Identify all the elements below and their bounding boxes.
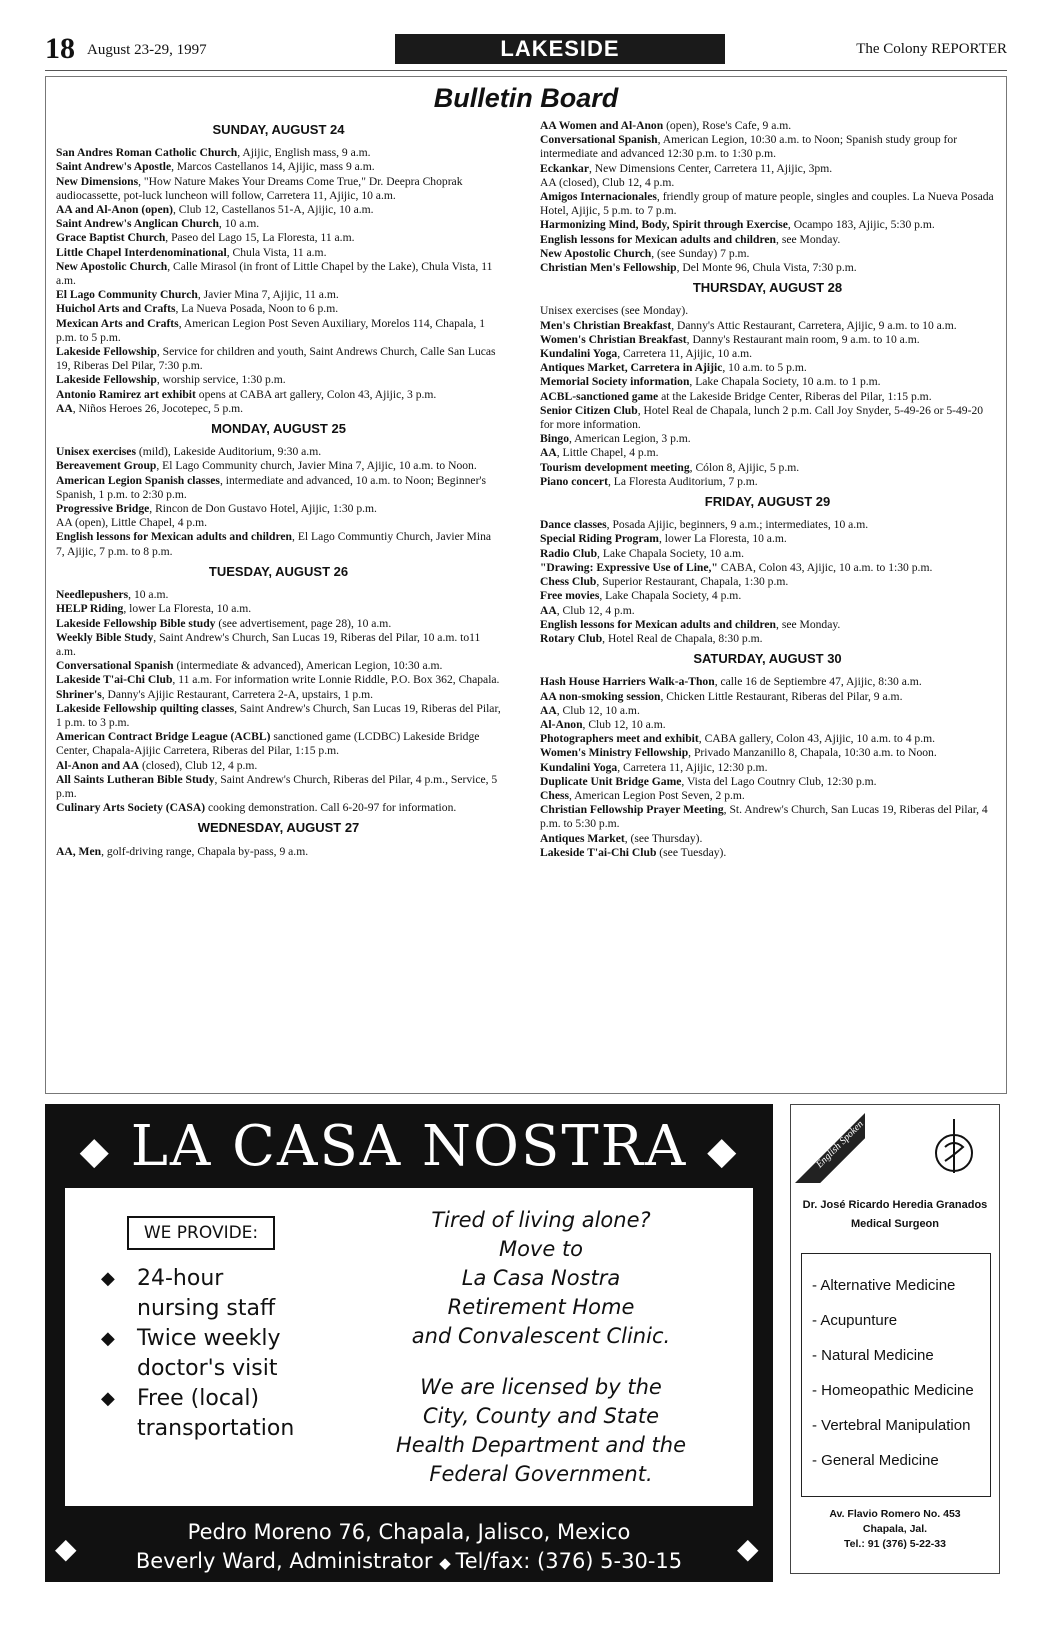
- bulletin-entry: [540, 319, 995, 333]
- bulletin-entry: [56, 673, 501, 687]
- bulletin-entry: [540, 561, 995, 575]
- diamond-icon: ◆: [101, 1328, 115, 1349]
- bulletin-entry: [56, 445, 501, 459]
- entry-name: Al-Anon and AA: [56, 758, 140, 772]
- entry-name: Conversational Spanish: [56, 659, 174, 673]
- bulletin-entry: [540, 333, 995, 347]
- bulletin-entry: [540, 675, 995, 689]
- bulletin-entry: [56, 702, 501, 730]
- casa-bullets: [101, 1264, 301, 1444]
- pitch-line: Retirement Home: [447, 1295, 635, 1319]
- entry-name: Bereavement Group: [56, 459, 157, 473]
- entry-name: Lakeside Fellowship: [56, 345, 157, 359]
- bulletin-entry: [56, 530, 501, 558]
- entry-details: (see Tuesday).: [656, 845, 727, 859]
- entry-details: , lower La Floresta, 10 a.m.: [123, 602, 252, 616]
- entry-name: English lessons for Mexican adults and children: [540, 232, 777, 246]
- bulletin-entry: [540, 218, 995, 232]
- entry-name: Christian Fellowship Prayer Meeting: [540, 803, 724, 817]
- entry-details: , Lake Chapala Society, 10 a.m.: [597, 546, 745, 560]
- address-line: Av. Flavio Romero No. 453: [829, 1508, 961, 1520]
- paper-name: The Colony REPORTER: [856, 41, 1007, 57]
- bulletin-entry: [56, 688, 501, 702]
- bulletin-entry: [56, 474, 501, 502]
- masthead: [45, 30, 1007, 70]
- pitch-line: and Convalescent Clinic.: [411, 1324, 671, 1348]
- entry-details: , Privado Manzanillo 8, Chapala, 10:30 a.m. to Noon.: [688, 746, 937, 760]
- entry-name: New Apostolic Church: [540, 246, 652, 260]
- entry-name: Weekly Bible Study: [56, 630, 154, 644]
- entry-details: , see Monday.: [776, 232, 841, 246]
- casa-inner-panel: [65, 1188, 753, 1506]
- caduceus-icon: [929, 1117, 979, 1177]
- bulletin-entry: [540, 133, 995, 161]
- entry-name: Antiques Market: [540, 831, 625, 845]
- day-heading: SUNDAY, AUGUST 24: [212, 122, 345, 137]
- entry-name: Unisex exercises: [56, 445, 136, 459]
- entry-details: (see advertisement, page 28), 10 a.m.: [215, 616, 392, 630]
- bulletin-entry: [540, 704, 995, 718]
- entry-name: English lessons for Mexican adults and children: [540, 617, 777, 631]
- bulletin-entry: [56, 288, 501, 302]
- entry-details: , Paseo del Lago 15, La Floresta, 11 a.m.: [165, 231, 355, 245]
- casa-footer: [45, 1518, 773, 1578]
- entry-name: All Saints Lutheran Bible Study: [56, 772, 215, 786]
- entry-name: Special Riding Program: [540, 532, 659, 546]
- entry-name: AA: [540, 446, 557, 460]
- day-heading: MONDAY, AUGUST 25: [211, 421, 346, 437]
- entry-name: Saint Andrew's Anglican Church: [56, 217, 219, 231]
- day-heading: TUESDAY, AUGUST 26: [208, 563, 349, 579]
- entry-name: Grace Baptist Church: [56, 231, 166, 245]
- medical-ad: [790, 1104, 1000, 1574]
- entry-details: , (see Sunday) 7 p.m.: [651, 246, 750, 260]
- entry-details: , Lake Chapala Society, 10 a.m. to 1 p.m.: [689, 375, 881, 389]
- bulletin-entry: [540, 789, 995, 803]
- entry-name: Tourism development meeting: [540, 460, 690, 474]
- entry-name: AA: [540, 703, 557, 717]
- entry-details: , Posada Ajijic, beginners, 9 a.m.; intermediates, 10 a.m.: [606, 518, 869, 532]
- bulletin-entry: [56, 759, 501, 773]
- bulletin-entry: [540, 532, 995, 546]
- entry-details: , Rincon de Don Gustavo Hotel, Ajijic, 1:30 p.m.: [149, 502, 377, 516]
- bulletin-left-column: [56, 117, 501, 859]
- diamond-icon: ◆: [101, 1268, 115, 1289]
- casa-address: Pedro Moreno 76, Chapala, Jalisco, Mexico: [187, 1520, 631, 1544]
- pitch-line: Tired of living alone?: [431, 1208, 651, 1232]
- entry-name: Progressive Bridge: [56, 502, 150, 516]
- entry-name: Saint Andrew's Apostle: [56, 160, 172, 174]
- entry-name: AA Women and Al-Anon: [540, 119, 664, 132]
- entry-name: Chess: [540, 788, 569, 802]
- entry-details: , Saint Andrew's Church, San Lucas 19, Riberas del Pilar, 10 a.m. to11 a.m.: [56, 630, 481, 658]
- entry-name: Little Chapel Interdenominational: [56, 245, 227, 259]
- phone-line: Tel.: 91 (376) 5-22-33: [844, 1538, 946, 1550]
- pitch-line: We are licensed by the: [420, 1375, 662, 1399]
- bulletin-entry: [540, 261, 995, 275]
- service-item: - Homeopathic Medicine: [812, 1382, 974, 1399]
- bulletin-entry: [56, 801, 501, 815]
- entry-details: , American Legion Post Seven Auxiliary, Morelos 114, Chapala, 1 p.m. to 5 p.m.: [56, 316, 486, 344]
- day-heading: FRIDAY, AUGUST 29: [704, 494, 831, 510]
- services-list: [801, 1253, 991, 1497]
- entry-name: New Dimensions: [56, 174, 139, 188]
- entry-name: Antiques Market, Carretera in Ajijic: [540, 361, 723, 375]
- entry-details: , St. Andrew's Church, San Lucas 19, Riberas del Pilar, 4 p.m. to 5:30 p.m.: [540, 803, 988, 831]
- page-number: 18: [45, 32, 75, 65]
- service-item: - General Medicine: [812, 1452, 939, 1469]
- entry-details: , Saint Andrew's Church, Riberas del Pilar, 4 p.m., Service, 5 p.m.: [56, 772, 498, 800]
- entry-name: Lakeside T'ai-Chi Club: [56, 673, 173, 687]
- entry-name: American Legion Spanish classes: [56, 473, 220, 487]
- entry-details: AA (open), Little Chapel, 4 p.m.: [56, 516, 208, 530]
- entry-details: , Carretera 11, Ajijic, 12:30 p.m.: [617, 760, 768, 774]
- entry-name: San Andres Roman Catholic Church: [56, 146, 238, 160]
- bulletin-entry: [540, 390, 995, 404]
- bulletin-entry: [56, 231, 501, 245]
- bulletin-entry: [56, 345, 501, 373]
- bulletin-entry: [540, 190, 995, 218]
- entry-details: , intermediate and advanced, 10 a.m. to Noon; Beginner's Spanish, 1 p.m. to 2:30 p.m.: [56, 473, 487, 501]
- entry-name: Women's Ministry Fellowship: [540, 746, 689, 760]
- pitch-line: Move to: [498, 1237, 584, 1261]
- entry-details: , La Floresta Auditorium, 7 p.m.: [607, 474, 758, 488]
- entry-name: Christian Men's Fellowship: [540, 261, 677, 275]
- entry-name: Harmonizing Mind, Body, Spirit through Exercise: [540, 218, 788, 232]
- entry-name: English lessons for Mexican adults and children: [56, 530, 293, 544]
- entry-name: ACBL-sanctioned game: [540, 389, 659, 403]
- entry-details: , Club 12, 10 a.m.: [556, 703, 640, 717]
- pitch-line: Health Department and the: [395, 1433, 687, 1457]
- bulletin-entry: [540, 718, 995, 732]
- entry-details: , El Lago Communtiy Church, Javier Mina 7, Ajijic, 7 p.m. to 8 p.m.: [56, 530, 492, 558]
- doctor-specialty: Medical Surgeon: [850, 1218, 940, 1230]
- entry-name: Photographers meet and exhibit: [540, 732, 699, 746]
- entry-details: , Hotel Real de Chapala, 8:30 p.m.: [602, 631, 763, 645]
- bulletin-entry: [540, 775, 995, 789]
- entry-name: Men's Christian Breakfast: [540, 318, 672, 332]
- entry-name: Needlepushers: [56, 588, 129, 602]
- diamond-icon: ◆: [737, 1534, 759, 1565]
- bulletin-entry: [540, 604, 995, 618]
- entry-name: Piano concert: [540, 474, 608, 488]
- entry-name: "Drawing: Expressive Use of Line,": [540, 560, 718, 574]
- bulletin-entry: [56, 845, 501, 859]
- entry-name: AA, Men: [56, 844, 102, 858]
- service-item: - Alternative Medicine: [812, 1277, 956, 1294]
- masthead-rule: [45, 70, 1007, 71]
- casa-bullet-text: Twice weekly doctor's visit: [137, 1326, 281, 1381]
- entry-details: , Danny's Attic Restaurant, Carretera, Ajijic, 9 a.m. to 10 a.m.: [671, 318, 957, 332]
- entry-details: , Danny's Ajijic Restaurant, Carretera 2-A, upstairs, 1 p.m.: [101, 687, 374, 701]
- entry-details: at the Lakeside Bridge Center, Riberas del Pilar, 1:15 p.m.: [658, 389, 932, 403]
- entry-name: Amigos Internacionales: [540, 190, 657, 204]
- entry-details: , Del Monte 96, Chula Vista, 7:30 p.m.: [676, 261, 857, 275]
- address-line: Chapala, Jal.: [862, 1523, 928, 1535]
- entry-details: , Calle Mirasol (in front of Little Chapel by the Lake), Chula Vista, 11 a.m.: [56, 259, 493, 288]
- entry-name: Al-Anon: [540, 717, 583, 731]
- entry-details: , (see Thursday).: [624, 831, 703, 845]
- bulletin-entry: [540, 732, 995, 746]
- bulletin-entry: [540, 575, 995, 589]
- entry-details: , 11 a.m. For information write Lonnie Riddle, P.O. Box 362, Chapala.: [172, 673, 500, 687]
- section-banner: LAKESIDE: [395, 34, 725, 64]
- entry-details: , "How Nature Makes Your Dreams Come True," Dr. Deepra Choprak audiocassette, pot-luck luncheon will follow, Carretera 11, Ajijic, 10 a.m.: [56, 174, 463, 202]
- entry-name: Kundalini Yoga: [540, 760, 618, 774]
- bulletin-entry: [56, 773, 501, 801]
- bulletin-entry: [540, 304, 995, 318]
- entry-details: CABA, Colon 43, Ajijic, 10 a.m. to 1:30 p.m.: [717, 560, 933, 574]
- entry-name: AA non-smoking session: [540, 689, 661, 703]
- day-heading: WEDNESDAY, AUGUST 27: [197, 820, 360, 836]
- bulletin-board: [45, 76, 1007, 1094]
- bulletin-entry: [540, 347, 995, 361]
- entry-details: , Saint Andrew's Church, San Lucas 19, Riberas del Pilar, 1 p.m. to 3 p.m.: [56, 701, 501, 729]
- entry-details: , American Legion, 3 p.m.: [569, 432, 691, 446]
- bulletin-entry: [540, 632, 995, 646]
- entry-details: , Ocampo 183, Ajijic, 5:30 p.m.: [787, 218, 935, 232]
- entry-name: Eckankar: [540, 161, 589, 175]
- casa-bullet: [101, 1384, 301, 1444]
- entry-details: , Service for children and youth, Saint Andrews Church, Calle San Lucas 19, Riberas Del Pilar, 7:30 p.m.: [56, 345, 496, 373]
- bulletin-entry: [56, 146, 501, 160]
- casa-tel: Tel/fax: (376) 5-30-15: [455, 1549, 683, 1573]
- diamond-icon: ◆: [101, 1388, 115, 1409]
- service-item: - Vertebral Manipulation: [812, 1417, 971, 1434]
- entry-details: Unisex exercises (see Monday).: [540, 304, 689, 318]
- entry-name: Hash House Harriers Walk-a-Thon: [540, 675, 715, 689]
- casa-title-text: LA CASA NOSTRA: [130, 1114, 688, 1179]
- ribbon-text: English Spoken: [814, 1118, 866, 1171]
- bulletin-entry: [56, 373, 501, 387]
- entry-details: , Carretera 11, Ajijic, 10 a.m.: [617, 347, 753, 361]
- bulletin-entry: [540, 832, 995, 846]
- bulletin-entry: [540, 547, 995, 561]
- bulletin-entry: [540, 475, 995, 489]
- bulletin-entry: [56, 516, 501, 530]
- bulletin-entry: [540, 461, 995, 475]
- casa-contact: [45, 1547, 773, 1578]
- entry-name: New Apostolic Church: [56, 259, 168, 273]
- entry-name: Duplicate Unit Bridge Game: [540, 774, 682, 788]
- casa-bullet: [101, 1264, 301, 1324]
- entry-name: American Contract Bridge League (ACBL): [56, 730, 271, 744]
- diamond-icon: ◆: [707, 1128, 739, 1173]
- entry-details: , American Legion, 10:30 a.m. to Noon; Spanish study group for intermediate and advanced 12:30 p.m. to 1:30 p.m.: [540, 133, 958, 161]
- bulletin-entry: [540, 589, 995, 603]
- entry-details: , worship service, 1:30 p.m.: [156, 373, 286, 387]
- entry-details: , Niños Heroes 26, Jocotepec, 5 p.m.: [72, 401, 244, 415]
- entry-name: Rotary Club: [540, 631, 603, 645]
- entry-details: cooking demonstration. Call 6-20-97 for information.: [205, 801, 457, 815]
- bulletin-entry: [540, 233, 995, 247]
- entry-details: , Vista del Lago Coutnry Club, 12:30 p.m.: [681, 774, 877, 788]
- entry-details: , golf-driving range, Chapala by-pass, 9 a.m.: [101, 844, 309, 858]
- bulletin-entry: [540, 375, 995, 389]
- entry-details: , New Dimensions Center, Carretera 11, Ajijic, 3pm.: [588, 161, 833, 175]
- entry-name: Antonio Ramirez art exhibit: [56, 387, 196, 401]
- entry-name: Bingo: [540, 432, 569, 446]
- entry-name: El Lago Community Church: [56, 288, 198, 302]
- casa-title: [45, 1114, 773, 1179]
- entry-details: , La Nueva Posada, Noon to 6 p.m.: [175, 302, 339, 316]
- bulletin-entry: [56, 175, 501, 203]
- entry-name: Conversational Spanish: [540, 133, 658, 147]
- bulletin-entry: [540, 690, 995, 704]
- bulletin-entry: [540, 404, 995, 432]
- entry-details: , Javier Mina 7, Ajijic, 11 a.m.: [197, 288, 339, 302]
- bulletin-entry: [56, 317, 501, 345]
- bulletin-entry: [540, 761, 995, 775]
- entry-name: Memorial Society information: [540, 375, 690, 389]
- casa-bullet-text: 24-hour nursing staff: [137, 1266, 276, 1321]
- entry-name: Free movies: [540, 589, 600, 603]
- entry-details: (open), Rose's Cafe, 9 a.m.: [663, 119, 792, 132]
- bulletin-entry: [56, 402, 501, 416]
- entry-details: , American Legion Post Seven, 2 p.m.: [569, 788, 745, 802]
- casa-pitch: [351, 1206, 731, 1489]
- entry-name: Radio Club: [540, 546, 598, 560]
- casa-nostra-ad: [45, 1104, 773, 1582]
- entry-name: AA and Al-Anon (open): [56, 203, 173, 217]
- bulletin-right-column: [540, 119, 995, 860]
- diamond-icon: ◆: [439, 1554, 456, 1572]
- entry-name: Shriner's: [56, 687, 102, 701]
- entry-details: , El Lago Community church, Javier Mina 7, Ajijic, 10 a.m. to Noon.: [156, 459, 477, 473]
- bulletin-entry: [540, 247, 995, 261]
- bulletin-entry: [540, 446, 995, 460]
- entry-details: , Club 12, 10 a.m.: [582, 717, 666, 731]
- provide-label: WE PROVIDE:: [127, 1216, 275, 1250]
- bulletin-entry: [56, 617, 501, 631]
- entry-name: Chess Club: [540, 575, 597, 589]
- bulletin-entry: [540, 846, 995, 860]
- bulletin-entry: [56, 602, 501, 616]
- casa-bullet-text: Free (local) transportation: [137, 1386, 295, 1441]
- pitch-line: City, County and State: [422, 1404, 660, 1428]
- entry-details: , Ajijic, English mass, 9 a.m.: [237, 146, 371, 160]
- entry-details: , Chula Vista, 11 a.m.: [226, 245, 327, 259]
- entry-name: Dance classes: [540, 518, 607, 532]
- entry-details: , lower La Floresta, 10 a.m.: [658, 532, 787, 546]
- bulletin-entry: [56, 588, 501, 602]
- bulletin-entry: [540, 803, 995, 831]
- entry-name: Women's Christian Breakfast: [540, 332, 687, 346]
- entry-details: AA (closed), Club 12, 4 p.m.: [540, 175, 675, 189]
- pitch-line: Federal Government.: [429, 1462, 653, 1486]
- entry-details: , Cólon 8, Ajijic, 5 p.m.: [689, 460, 800, 474]
- entry-details: , Little Chapel, 4 p.m.: [556, 446, 659, 460]
- entry-details: , Lake Chapala Society, 4 p.m.: [599, 589, 742, 603]
- entry-name: Mexican Arts and Crafts: [56, 316, 179, 330]
- entry-details: , see Monday.: [776, 617, 841, 631]
- issue-date: August 23-29, 1997: [87, 42, 207, 58]
- entry-details: , 10 a.m.: [128, 588, 169, 602]
- entry-name: AA: [540, 603, 557, 617]
- service-item: - Acupunture: [812, 1312, 898, 1329]
- bulletin-title: Bulletin Board: [433, 83, 619, 113]
- bulletin-entry: [56, 659, 501, 673]
- entry-name: AA: [56, 401, 73, 415]
- bulletin-entry: [540, 618, 995, 632]
- bulletin-entry: [56, 246, 501, 260]
- entry-details: , CABA gallery, Colon 43, Ajijic, 10 a.m. to 4 p.m.: [698, 732, 936, 746]
- pitch-group-1: [351, 1206, 731, 1351]
- entry-details: (intermediate & advanced), American Legion, 10:30 a.m.: [173, 659, 443, 673]
- entry-name: Lakeside Fellowship Bible study: [56, 616, 216, 630]
- pitch-line: La Casa Nostra: [461, 1266, 621, 1290]
- entry-details: (closed), Club 12, 4 p.m.: [139, 758, 258, 772]
- pitch-group-2: [351, 1373, 731, 1489]
- entry-details: , 10 a.m. to 5 p.m.: [722, 361, 807, 375]
- bulletin-entry: [540, 176, 995, 190]
- bulletin-entry: [56, 502, 501, 516]
- bulletin-entry: [540, 361, 995, 375]
- entry-details: , friendly group of mature people, singles and couples. La Nueva Posada Hotel, Ajijic, 5 p.m. to 7 p.m.: [540, 190, 994, 218]
- entry-details: , Hotel Real de Chapala, lunch 2 p.m. Call Joy Snyder, 5-49-26 or 5-49-20 for more information.: [540, 403, 984, 432]
- entry-name: Huichol Arts and Crafts: [56, 302, 176, 316]
- entry-name: Senior Citizen Club: [540, 403, 638, 417]
- entry-name: Kundalini Yoga: [540, 347, 618, 361]
- entry-details: , 10 a.m.: [218, 217, 260, 231]
- bulletin-entry: [56, 631, 501, 659]
- bulletin-entry: [540, 432, 995, 446]
- entry-name: Lakeside Fellowship quilting classes: [56, 701, 235, 715]
- bulletin-entry: [56, 260, 501, 288]
- bulletin-entry: [540, 162, 995, 176]
- entry-details: , calle 16 de Septiembre 47, Ajijic, 8:30 a.m.: [714, 675, 922, 689]
- entry-details: , Marcos Castellanos 14, Ajijic, mass 9 a.m.: [171, 160, 375, 174]
- medical-address: [791, 1507, 999, 1552]
- entry-details: , Danny's Restaurant main room, 9 a.m. to 10 a.m.: [686, 332, 920, 346]
- casa-bullet: [101, 1324, 301, 1384]
- bulletin-entry: [56, 302, 501, 316]
- bulletin-entry: [56, 459, 501, 473]
- bulletin-entry: [540, 746, 995, 760]
- entry-details: , Club 12, Castellanos 51-A, Ajijic, 10 a.m.: [172, 203, 374, 217]
- entry-name: Lakeside T'ai-Chi Club: [540, 845, 657, 859]
- bulletin-entry: [56, 730, 501, 758]
- casa-admin: Beverly Ward, Administrator: [135, 1549, 433, 1573]
- day-heading: SATURDAY, AUGUST 30: [693, 651, 842, 667]
- service-item: - Natural Medicine: [812, 1347, 934, 1364]
- entry-name: Culinary Arts Society (CASA): [56, 801, 206, 815]
- doctor-name: Dr. José Ricardo Heredia Granados: [802, 1199, 988, 1211]
- entry-name: Lakeside Fellowship: [56, 373, 157, 387]
- diamond-icon: ◆: [79, 1128, 111, 1173]
- bulletin-entry: [56, 203, 501, 217]
- entry-details: sanctioned game (LCDBC) Lakeside Bridge Center, Chapala-Ajijic Carretera, Riberas del Pilar, 1:15 p.m.: [56, 730, 480, 758]
- diamond-icon: ◆: [55, 1534, 77, 1565]
- entry-details: , Superior Restaurant, Chapala, 1:30 p.m.: [596, 575, 789, 589]
- entry-details: , Chicken Little Restaurant, Riberas del Pilar, 9 a.m.: [660, 689, 903, 703]
- entry-details: , Club 12, 4 p.m.: [556, 603, 635, 617]
- entry-name: HELP Riding: [56, 602, 124, 616]
- bulletin-entry: [540, 518, 995, 532]
- entry-details: opens at CABA art gallery, Colon 43, Ajijic, 3 p.m.: [195, 387, 437, 401]
- bulletin-entry: [540, 119, 995, 133]
- bulletin-entry: [56, 217, 501, 231]
- bulletin-entry: [56, 388, 501, 402]
- day-heading: THURSDAY, AUGUST 28: [692, 280, 843, 296]
- bulletin-entry: [56, 160, 501, 174]
- entry-details: (mild), Lakeside Auditorium, 9:30 a.m.: [135, 445, 322, 459]
